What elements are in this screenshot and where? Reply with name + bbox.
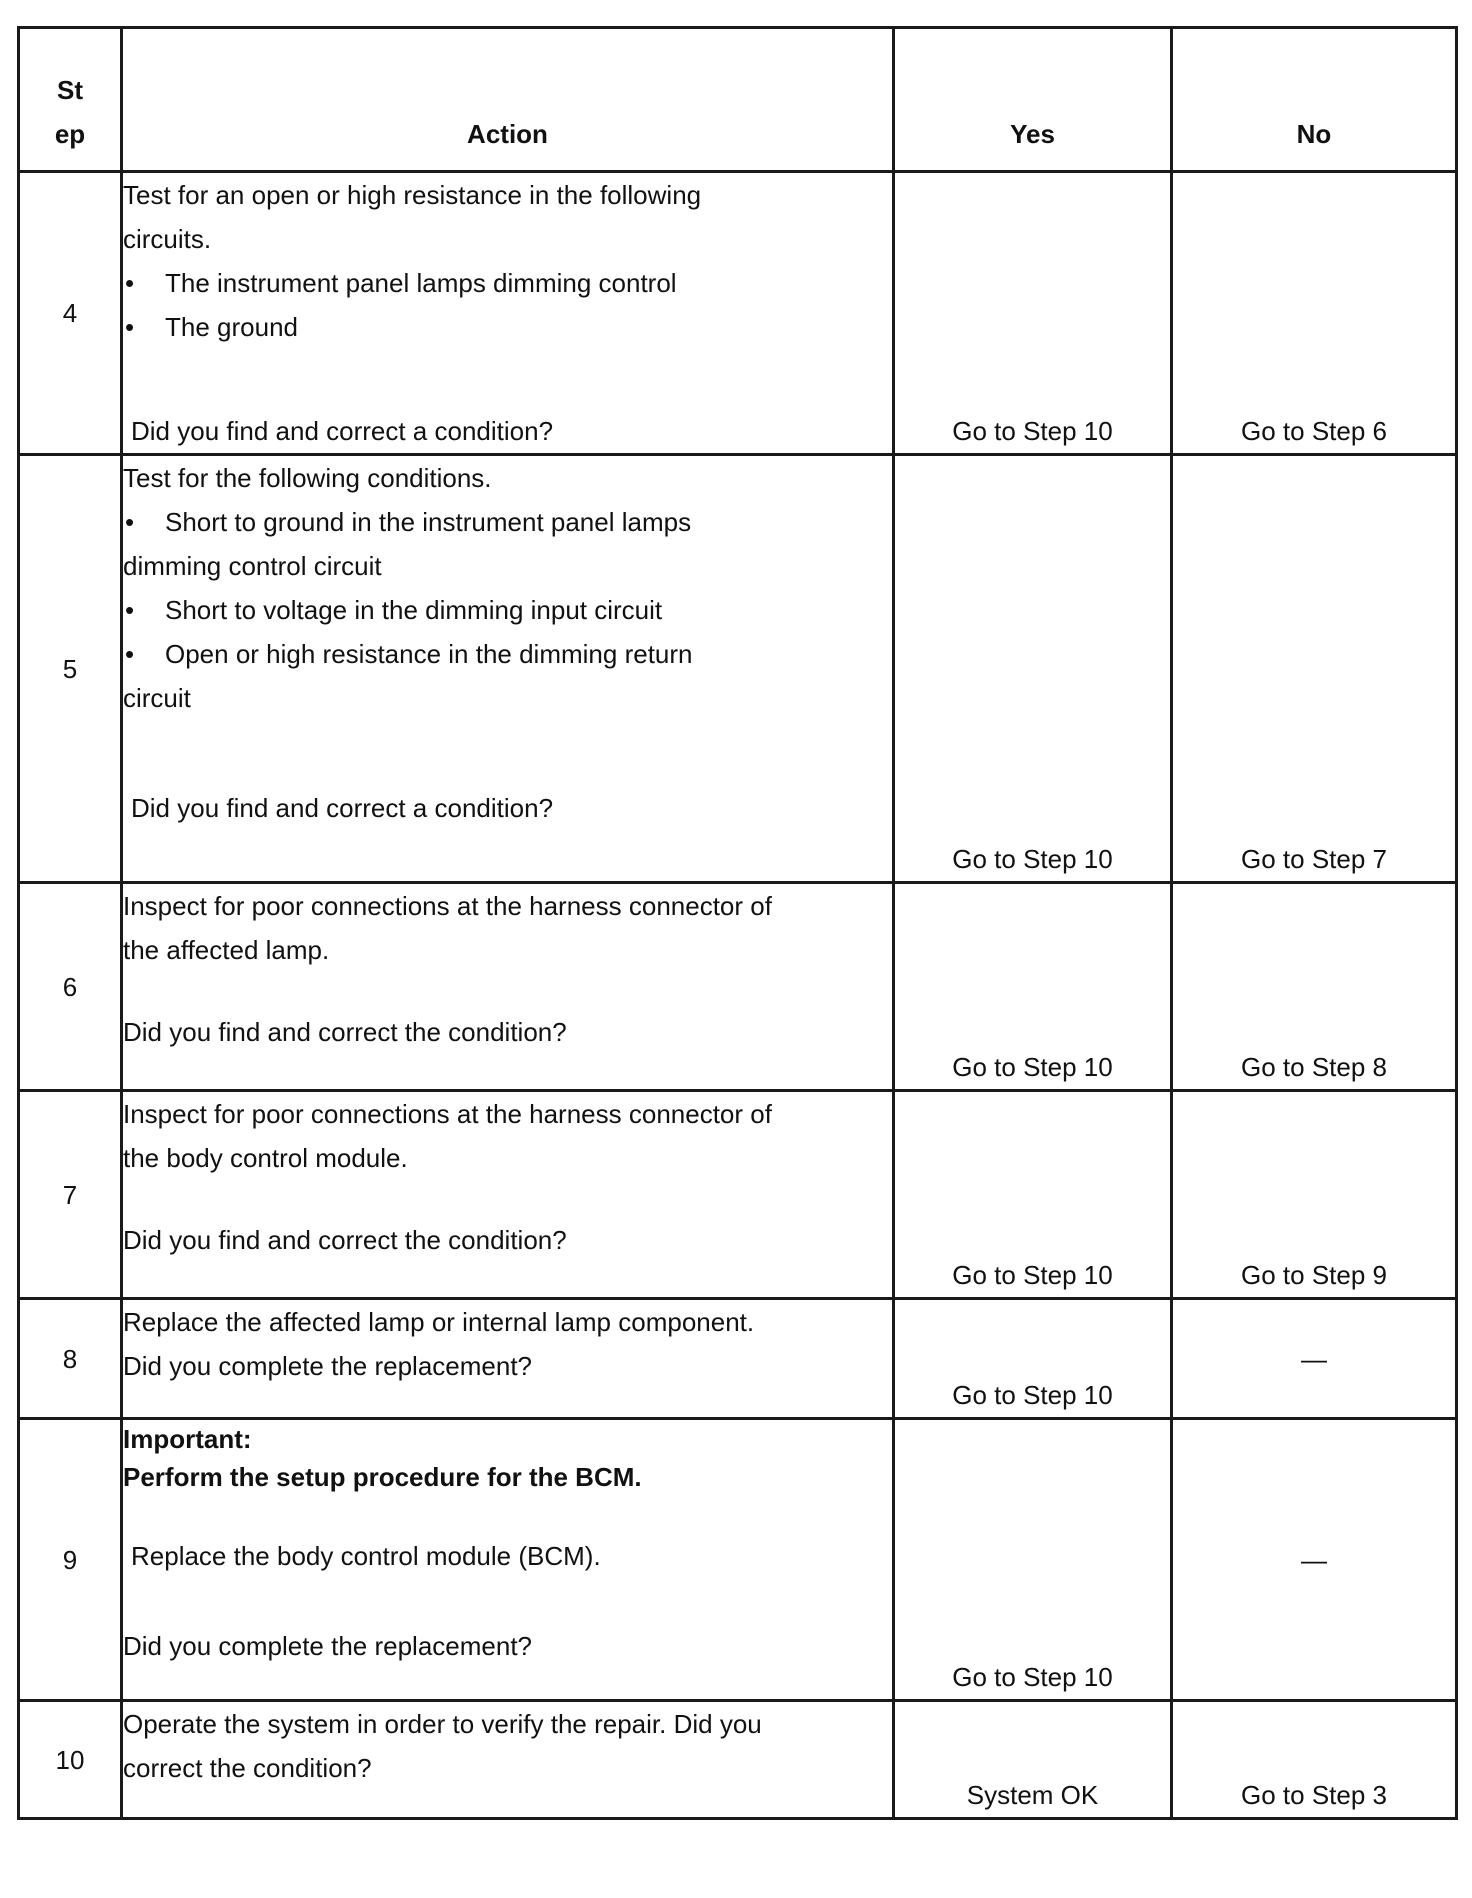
table-row [19,1701,1457,1819]
step-number: 9 [19,1419,122,1701]
yes-result: Go to Step 10 [894,455,1172,883]
bullet-item: • Open or high resistance in the dimming return [123,632,892,676]
bullet-icon: • [125,507,135,537]
action-cell [122,1701,894,1819]
action-text: Test for the following conditions. [123,463,492,493]
action-cell [122,1419,894,1701]
yes-result: Go to Step 10 [894,172,1172,455]
bullet-continuation: dimming control circuit [123,551,382,581]
no-result: — [1172,1299,1457,1419]
no-result: Go to Step 6 [1172,172,1457,455]
action-cell [122,883,894,1091]
action-cell [122,1299,894,1419]
question-text: Did you find and correct a condition? [131,416,554,446]
no-result: — [1172,1419,1457,1701]
table-row [19,1299,1457,1419]
header-yes: Yes [894,28,1172,172]
header-step-line-2: ep [54,119,86,149]
table-row [19,172,1457,455]
question-text: Did you complete the replacement? [123,1631,533,1661]
no-result: Go to Step 8 [1172,883,1457,1091]
action-text: the body control module. [123,1143,408,1173]
yes-result: Go to Step 10 [894,883,1172,1091]
bullet-item: • Short to ground in the instrument panel lamps [123,500,892,544]
step-number: 8 [19,1299,122,1419]
bullet-item: • The instrument panel lamps dimming control [123,261,892,305]
table-row [19,883,1457,1091]
diagnostic-table [17,26,1458,1820]
yes-result: System OK [894,1701,1172,1819]
step-number: 10 [19,1701,122,1819]
step-number: 7 [19,1091,122,1299]
step-number: 4 [19,172,122,455]
action-text: Inspect for poor connections at the harness connector of [123,891,772,921]
yes-result: Go to Step 10 [894,1299,1172,1419]
header-step-line-1: St [57,75,83,105]
bullet-icon: • [125,639,135,669]
important-label: Important: [123,1424,252,1454]
action-cell [122,172,894,455]
table-row [19,1091,1457,1299]
bullet-icon: • [125,268,135,298]
bullet-icon: • [125,312,135,342]
header-row [19,28,1457,172]
action-text: Replace the body control module (BCM). [131,1541,601,1571]
yes-result: Go to Step 10 [894,1419,1172,1701]
action-cell [122,455,894,883]
bullet-item: • The ground [123,305,892,349]
table-row [19,455,1457,883]
no-result: Go to Step 3 [1172,1701,1457,1819]
action-text: correct the condition? [123,1753,372,1783]
yes-result: Go to Step 10 [894,1091,1172,1299]
no-result: Go to Step 7 [1172,455,1457,883]
question-text: Did you find and correct the condition? [123,1017,567,1047]
step-number: 6 [19,883,122,1091]
no-result: Go to Step 9 [1172,1091,1457,1299]
action-text: the affected lamp. [123,935,330,965]
important-note: Perform the setup procedure for the BCM. [123,1462,642,1492]
action-text: Inspect for poor connections at the harness connector of [123,1099,772,1129]
table-row [19,1419,1457,1701]
bullet-item: • Short to voltage in the dimming input circuit [123,588,892,632]
action-text: Operate the system in order to verify the repair. Did you [123,1709,762,1739]
question-text: Did you find and correct the condition? [123,1225,567,1255]
bullet-icon: • [125,595,135,625]
action-cell [122,1091,894,1299]
action-text: circuits. [123,224,212,254]
header-no: No [1172,28,1457,172]
header-action: Action [122,28,894,172]
header-step [19,28,122,172]
action-text: Replace the affected lamp or internal lamp component. [123,1307,755,1337]
step-number: 5 [19,455,122,883]
action-text: Test for an open or high resistance in the following [123,180,702,210]
bullet-continuation: circuit [123,683,191,713]
action-text: Did you complete the replacement? [123,1351,533,1381]
question-text: Did you find and correct a condition? [131,793,554,823]
